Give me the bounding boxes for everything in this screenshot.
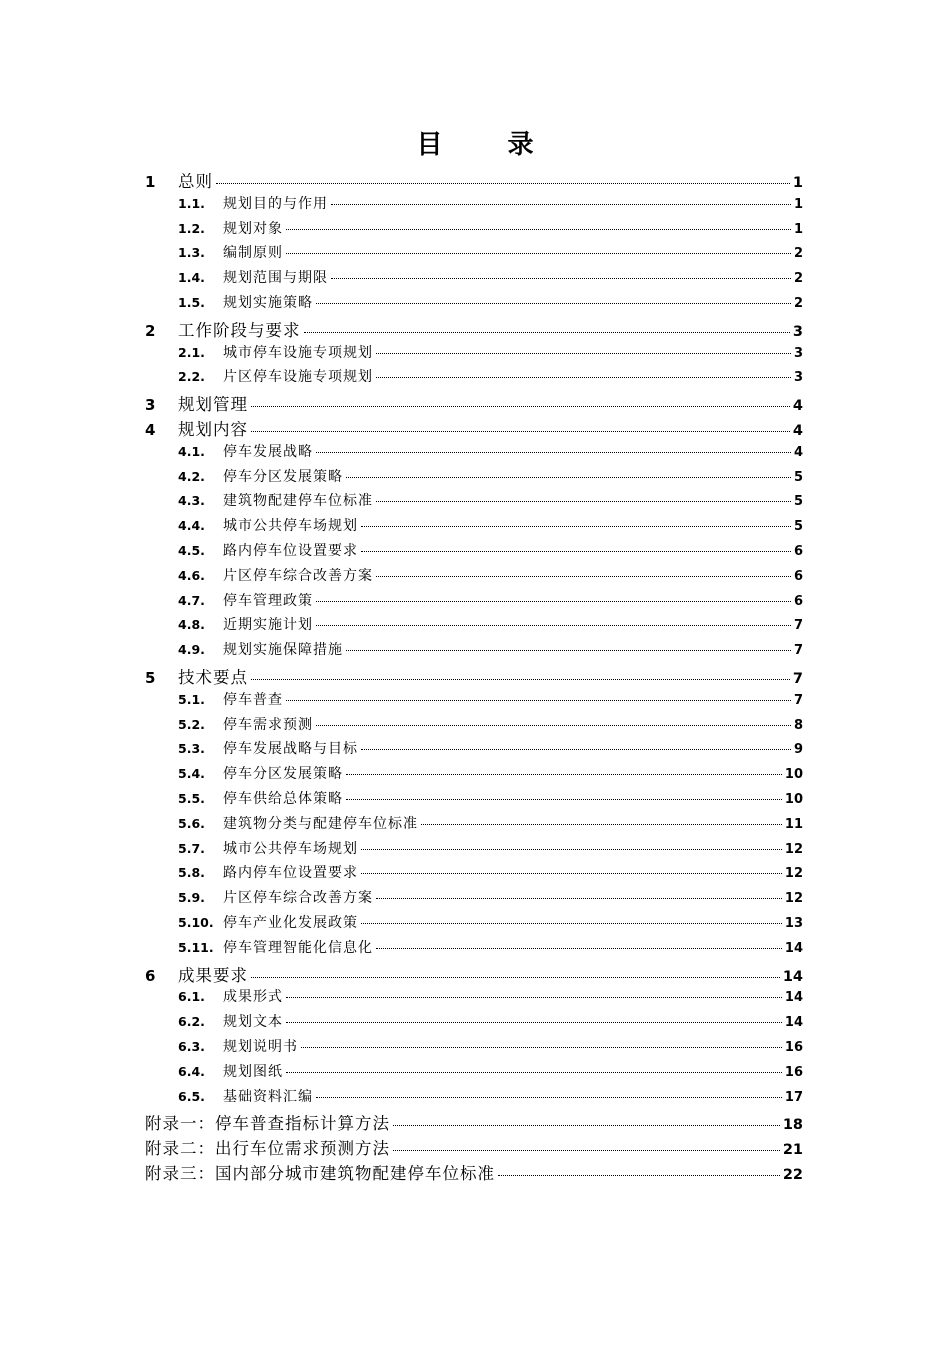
toc-entry-text: 停车供给总体策略	[223, 791, 343, 807]
toc-entry-text: 规划对象	[223, 220, 283, 237]
toc-dot-leader	[316, 451, 791, 453]
toc-section-entry[interactable]	[178, 714, 803, 734]
toc-dot-leader	[376, 352, 791, 354]
toc-entry-text: 路内停车位设置要求	[223, 865, 358, 882]
toc-entry-text: 停车分区发展策略	[223, 468, 343, 485]
toc-dot-leader	[286, 996, 782, 998]
toc-entry-text: 片区停车综合改善方案	[223, 890, 373, 907]
toc-entry-page-number: 12	[784, 841, 803, 857]
toc-entry-page-number: 2	[793, 296, 803, 311]
toc-dot-leader	[376, 947, 782, 949]
toc-entry-page-number: 6	[793, 593, 803, 609]
toc-dot-leader	[361, 848, 782, 850]
toc-entry-text: 成果要求	[178, 965, 248, 985]
toc-section-entry[interactable]	[178, 1061, 803, 1081]
toc-entry-number: 1.2.	[178, 220, 205, 236]
toc-section-entry[interactable]	[178, 614, 803, 634]
toc-section-entry[interactable]	[178, 267, 803, 287]
toc-entry-page-number: 1	[793, 221, 803, 237]
toc-entry-number: 4.9.	[178, 642, 205, 658]
toc-entry-number: 5.4.	[178, 766, 205, 782]
toc-title: 目 录	[416, 130, 562, 160]
toc-section-entry[interactable]	[178, 565, 803, 585]
toc-entry-text: 附录一：停车普查指标计算方法	[145, 1114, 390, 1134]
toc-section-entry[interactable]	[178, 441, 803, 461]
toc-entry-number: 1	[145, 173, 156, 191]
toc-entry-text: 附录二：出行车位需求预测方法	[145, 1139, 390, 1159]
toc-dot-leader	[251, 405, 790, 407]
toc-entry-text: 停车管理智能化信息化	[223, 939, 373, 956]
toc-entry-number: 6.1.	[178, 989, 205, 1005]
toc-dot-leader	[304, 331, 790, 333]
toc-dot-leader	[346, 476, 791, 478]
toc-entry-number: 4.2.	[178, 468, 205, 484]
toc-entry-page-number: 14	[784, 1015, 803, 1031]
toc-appendix-entry[interactable]	[145, 1135, 803, 1159]
toc-entry-text: 技术要点	[178, 668, 248, 687]
toc-section-entry[interactable]	[178, 242, 803, 262]
toc-entry-page-number: 5	[793, 519, 803, 535]
toc-entry-number: 4.1.	[178, 443, 205, 459]
toc-entry-number: 4.8.	[178, 617, 205, 633]
toc-entry-text: 停车需求预测	[223, 716, 313, 733]
toc-entry-page-number: 7	[792, 671, 803, 687]
toc-entry-number: 4.4.	[178, 518, 205, 534]
toc-entry-page-number: 3	[793, 345, 803, 361]
toc-entry-text: 总则	[178, 172, 213, 191]
toc-entry-page-number: 14	[784, 940, 803, 956]
toc-entry-page-number: 2	[793, 271, 803, 287]
toc-chapter-entry[interactable]	[145, 168, 803, 192]
toc-entry-number: 3	[145, 396, 156, 415]
toc-section-entry[interactable]	[178, 590, 803, 610]
toc-section-entry[interactable]	[178, 1036, 803, 1056]
toc-dot-leader	[393, 1149, 780, 1151]
toc-section-entry[interactable]	[178, 1011, 803, 1031]
toc-entry-number: 5.2.	[178, 716, 205, 732]
toc-appendix-entry[interactable]	[145, 1160, 803, 1184]
toc-dot-leader	[421, 823, 782, 825]
toc-entry-text: 规划范围与期限	[223, 270, 328, 287]
toc-chapter-entry[interactable]	[145, 391, 803, 415]
toc-section-entry[interactable]	[178, 838, 803, 858]
toc-section-entry[interactable]	[178, 193, 803, 213]
toc-dot-leader	[216, 182, 790, 184]
toc-entry-text: 规划实施保障措施	[223, 642, 343, 659]
toc-entry-text: 停车普查	[223, 691, 283, 708]
toc-section-entry[interactable]	[178, 639, 803, 659]
toc-entry-page-number: 4	[792, 423, 803, 439]
toc-entry-number: 6.4.	[178, 1063, 205, 1079]
toc-entry-number: 2	[145, 321, 156, 340]
toc-entry-number: 1.1.	[178, 195, 205, 211]
toc-section-entry[interactable]	[178, 1086, 803, 1106]
toc-dot-leader	[376, 575, 791, 577]
toc-entry-page-number: 5	[793, 494, 803, 510]
toc-entry-number: 5.9.	[178, 890, 205, 906]
toc-entry-text: 停车分区发展策略	[223, 766, 343, 783]
toc-entry-number: 2.1.	[178, 344, 205, 360]
toc-entry-number: 6.5.	[178, 1088, 205, 1104]
toc-entry-number: 6	[145, 966, 156, 985]
toc-entry-text: 停车发展战略	[223, 443, 313, 460]
toc-entry-page-number: 6	[793, 544, 803, 559]
toc-entry-number: 6.3.	[178, 1039, 205, 1054]
toc-chapter-entry[interactable]	[145, 664, 803, 688]
toc-entry-number: 5.6.	[178, 815, 205, 831]
toc-dot-leader	[286, 699, 791, 701]
toc-entry-page-number: 3	[792, 323, 803, 340]
toc-entry-page-number: 11	[784, 816, 803, 832]
toc-entry-page-number: 9	[793, 742, 803, 758]
toc-dot-leader	[376, 376, 791, 378]
toc-dot-leader	[286, 228, 791, 230]
toc-dot-leader	[331, 203, 791, 205]
toc-entry-text: 规划实施策略	[223, 295, 313, 311]
toc-entry-page-number: 5	[793, 469, 803, 485]
toc-entry-number: 4.5.	[178, 543, 205, 558]
toc-dot-leader	[286, 1021, 782, 1023]
toc-entry-number: 1.4.	[178, 270, 205, 286]
toc-entry-page-number: 6	[793, 568, 803, 584]
toc-dot-leader	[316, 624, 791, 626]
toc-dot-leader	[361, 922, 782, 924]
toc-entry-number: 5.11.	[178, 939, 214, 955]
toc-entry-text: 规划内容	[178, 420, 248, 439]
toc-dot-leader	[361, 872, 782, 874]
toc-entry-text: 规划文本	[223, 1014, 283, 1031]
toc-entry-text: 近期实施计划	[223, 617, 313, 634]
toc-entry-text: 停车发展战略与目标	[223, 741, 358, 758]
toc-entry-text: 规划目的与作用	[223, 195, 328, 212]
toc-entry-page-number: 7	[793, 618, 803, 634]
toc-dot-leader	[361, 748, 791, 750]
toc-entry-text: 规划图纸	[223, 1063, 283, 1080]
toc-section-entry[interactable]	[178, 490, 803, 510]
toc-entry-number: 4.7.	[178, 592, 205, 608]
toc-section-entry[interactable]	[178, 540, 803, 560]
toc-chapter-entry[interactable]	[145, 962, 803, 986]
toc-section-entry[interactable]	[178, 292, 803, 312]
toc-entry-number: 5.7.	[178, 840, 205, 856]
toc-dot-leader	[251, 430, 790, 432]
toc-dot-leader	[361, 525, 791, 527]
toc-section-entry[interactable]	[178, 986, 803, 1006]
toc-dot-leader	[376, 897, 782, 899]
toc-entry-page-number: 13	[784, 916, 803, 931]
toc-entry-page-number: 7	[793, 643, 803, 659]
toc-dot-leader	[346, 649, 791, 651]
toc-entry-page-number: 12	[784, 891, 803, 907]
toc-entry-number: 5.5.	[178, 791, 205, 806]
toc-entry-number: 5.3.	[178, 741, 205, 757]
toc-chapter-entry[interactable]	[145, 416, 803, 440]
toc-entry-text: 路内停车位设置要求	[223, 543, 358, 559]
toc-entry-text: 停车产业化发展政策	[223, 915, 358, 931]
toc-entry-text: 规划管理	[178, 395, 248, 415]
toc-entry-text: 建筑物配建停车位标准	[223, 493, 373, 510]
toc-section-entry[interactable]	[178, 813, 803, 833]
toc-dot-leader	[498, 1174, 780, 1176]
toc-entry-text: 成果形式	[223, 989, 283, 1006]
toc-section-entry[interactable]	[178, 862, 803, 882]
toc-dot-leader	[316, 600, 791, 602]
toc-dot-leader	[346, 773, 782, 775]
toc-entry-page-number: 22	[782, 1167, 803, 1183]
toc-entry-number: 1.3.	[178, 245, 205, 261]
toc-appendix-entry[interactable]	[145, 1110, 803, 1134]
toc-section-entry[interactable]	[178, 763, 803, 783]
toc-entry-text: 停车管理政策	[223, 592, 313, 609]
toc-entry-page-number: 2	[793, 246, 803, 262]
toc-dot-leader	[286, 1071, 782, 1073]
toc-chapter-entry[interactable]	[145, 317, 803, 341]
toc-entry-number: 5.10.	[178, 915, 214, 930]
toc-entry-page-number: 16	[784, 1040, 803, 1055]
toc-entry-page-number: 4	[792, 398, 803, 415]
toc-section-entry[interactable]	[178, 218, 803, 238]
toc-entry-page-number: 14	[782, 968, 803, 985]
toc-entry-text: 片区停车综合改善方案	[223, 567, 373, 584]
toc-entry-page-number: 16	[784, 1064, 803, 1080]
toc-entry-text: 附录三：国内部分城市建筑物配建停车位标准	[145, 1164, 495, 1183]
toc-entry-text: 工作阶段与要求	[178, 320, 301, 340]
toc-entry-number: 5.8.	[178, 865, 205, 881]
toc-entry-number: 5.1.	[178, 691, 205, 707]
toc-section-entry[interactable]	[178, 788, 803, 808]
toc-entry-page-number: 21	[782, 1142, 803, 1159]
toc-dot-leader	[316, 1096, 782, 1098]
toc-entry-page-number: 4	[793, 444, 803, 460]
toc-section-entry[interactable]	[178, 515, 803, 535]
toc-section-entry[interactable]	[178, 366, 803, 386]
toc-entry-page-number: 14	[784, 990, 803, 1006]
toc-entry-number: 6.2.	[178, 1014, 205, 1030]
toc-section-entry[interactable]	[178, 342, 803, 362]
toc-entry-number: 4.6.	[178, 567, 205, 583]
toc-entry-text: 规划说明书	[223, 1039, 298, 1055]
toc-entry-page-number: 3	[793, 370, 803, 386]
toc-entry-page-number: 7	[793, 692, 803, 708]
toc-entry-text: 城市公共停车场规划	[223, 518, 358, 535]
toc-dot-leader	[346, 798, 782, 800]
toc-section-entry[interactable]	[178, 689, 803, 709]
toc-entry-page-number: 12	[784, 866, 803, 882]
toc-entry-text: 建筑物分类与配建停车位标准	[223, 815, 418, 832]
toc-entry-text: 城市停车设施专项规划	[223, 344, 373, 361]
toc-section-entry[interactable]	[178, 887, 803, 907]
toc-entry-page-number: 1	[792, 175, 803, 191]
toc-entry-number: 2.2.	[178, 369, 205, 385]
toc-dot-leader	[301, 1046, 782, 1048]
toc-dot-leader	[331, 277, 791, 279]
toc-entry-page-number: 1	[793, 196, 803, 212]
toc-entry-number: 4.3.	[178, 493, 205, 509]
toc-dot-leader	[286, 252, 791, 254]
toc-section-entry[interactable]	[178, 937, 803, 957]
toc-entry-page-number: 10	[784, 792, 803, 807]
toc-dot-leader	[361, 550, 791, 552]
toc-entry-number: 1.5.	[178, 295, 205, 310]
toc-dot-leader	[316, 724, 791, 726]
toc-entry-number: 5	[145, 669, 156, 687]
toc-entry-text: 片区停车设施专项规划	[223, 369, 373, 386]
toc-entry-number: 4	[145, 421, 156, 439]
toc-dot-leader	[316, 302, 791, 304]
toc-entry-text: 编制原则	[223, 245, 283, 262]
toc-section-entry[interactable]	[178, 466, 803, 486]
toc-entry-text: 基础资料汇编	[223, 1088, 313, 1105]
toc-entry-page-number: 17	[784, 1089, 803, 1105]
toc-dot-leader	[393, 1124, 780, 1126]
toc-section-entry[interactable]	[178, 912, 803, 932]
toc-dot-leader	[376, 500, 791, 502]
toc-entry-text: 城市公共停车场规划	[223, 840, 358, 857]
toc-entry-page-number: 18	[782, 1117, 803, 1134]
toc-entry-page-number: 8	[793, 717, 803, 733]
toc-dot-leader	[251, 976, 780, 978]
toc-section-entry[interactable]	[178, 738, 803, 758]
toc-dot-leader	[251, 678, 790, 680]
toc-entry-page-number: 10	[784, 767, 803, 783]
